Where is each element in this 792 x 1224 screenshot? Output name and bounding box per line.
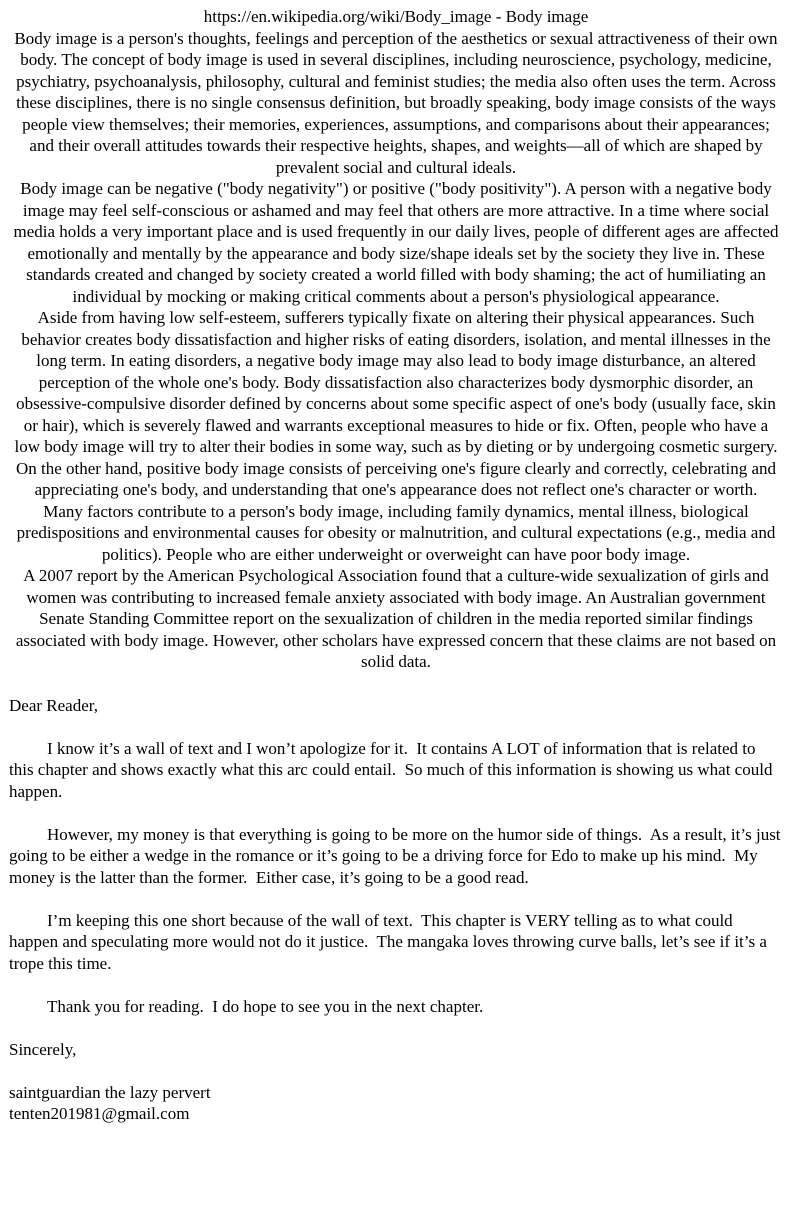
- signature-email: tenten201981@gmail.com: [9, 1104, 190, 1123]
- wiki-paragraph-2: Body image can be negative ("body negativity") or positive ("body positivity"). A person with a negative body image may feel self-conscious or ashamed and may feel that others are more attractive. In a time where social media holds a very important place and is used frequently in our daily lives, people of different ages are affected emotionally and mentally by the appearance and body size/shape ideals set by the society they live in. These standards created and changed by society created a world filled with body shaming; the act of humiliating an individual by mocking or making critical comments about a person's physiological appearance.: [13, 179, 779, 306]
- wiki-url-title: https://en.wikipedia.org/wiki/Body_image - Body image: [203, 7, 589, 26]
- letter-salutation: Dear Reader,: [9, 695, 98, 715]
- wiki-paragraph-4: Many factors contribute to a person's body image, including family dynamics, mental illness, biological predispositions and environmental causes for obesity or malnutrition, and cultural expectations (e.g., media and politics). People who are either underweight or overweight can have poor body image.: [16, 501, 776, 564]
- wiki-paragraph-1: Body image is a person's thoughts, feelings and perception of the aesthetics or sexual attractiveness of their own body. The concept of body image is used in several disciplines, including neuroscience, psychology, medicine, psychiatry, psychoanalysis, philosophy, cultural and feminist studies; the media also often uses the term. Across these disciplines, there is no single consensus definition, but broadly speaking, body image consists of the ways people view themselves; their memories, experiences, assumptions, and comparisons about their appearances; and their overall attitudes towards their respective heights, shapes, and weights—all of which are shaped by prevalent social and cultural ideals.: [14, 28, 778, 177]
- letter-paragraph-3: I’m keeping this one short because of the wall of text. This chapter is VERY telling as to what could happen and speculating more would not do it justice. The mangaka loves throwing curve balls, let’s see if it’s a trope this time.: [9, 910, 772, 973]
- letter-closing: Sincerely,: [9, 1039, 77, 1059]
- wiki-excerpt-section: [9, 6, 783, 673]
- signature-name: saintguardian the lazy pervert: [9, 1082, 211, 1102]
- signature-block: [9, 1082, 783, 1125]
- letter-paragraph-4: Thank you for reading. I do hope to see you in the next chapter.: [47, 996, 484, 1016]
- letter-paragraph-2: However, my money is that everything is going to be more on the humor side of things. As a result, it’s just going to be either a wedge in the romance or it’s going to be a driving force for Edo to make up his mind. My money is the latter than the former. Either case, it’s going to be a good read.: [9, 824, 785, 887]
- letter-paragraph-1: I know it’s a wall of text and I won’t apologize for it. It contains A LOT of information that is related to this chapter and shows exactly what this arc could entail. So much of this information is showing us what could happen.: [9, 738, 777, 801]
- wiki-paragraph-5: A 2007 report by the American Psychological Association found that a culture-wide sexualization of girls and women was contributing to increased female anxiety associated with body image. An Australian government Senate Standing Committee report on the sexualization of children in the media reported similar findings associated with body image. However, other scholars have expressed concern that these claims are not based on solid data.: [15, 566, 777, 671]
- author-note-section: [9, 695, 783, 1125]
- wiki-paragraph-3: Aside from having low self-esteem, sufferers typically fixate on altering their physical appearances. Such behavior creates body dissatisfaction and higher risks of eating disorders, isolation, and mental illnesses in the long term. In eating disorders, a negative body image may also lead to body image disturbance, an altered perception of the whole one's body. Body dissatisfaction also characterizes body dysmorphic disorder, an obsessive-compulsive disorder defined by concerns about some specific aspect of one's body (usually face, skin or hair), which is severely flawed and warrants exceptional measures to hide or fix. Often, people who have a low body image will try to alter their bodies in some way, such as by dieting or by undergoing cosmetic surgery. On the other hand, positive body image consists of perceiving one's figure clearly and correctly, celebrating and appreciating one's body, and understanding that one's appearance does not reflect one's character or worth.: [14, 308, 778, 499]
